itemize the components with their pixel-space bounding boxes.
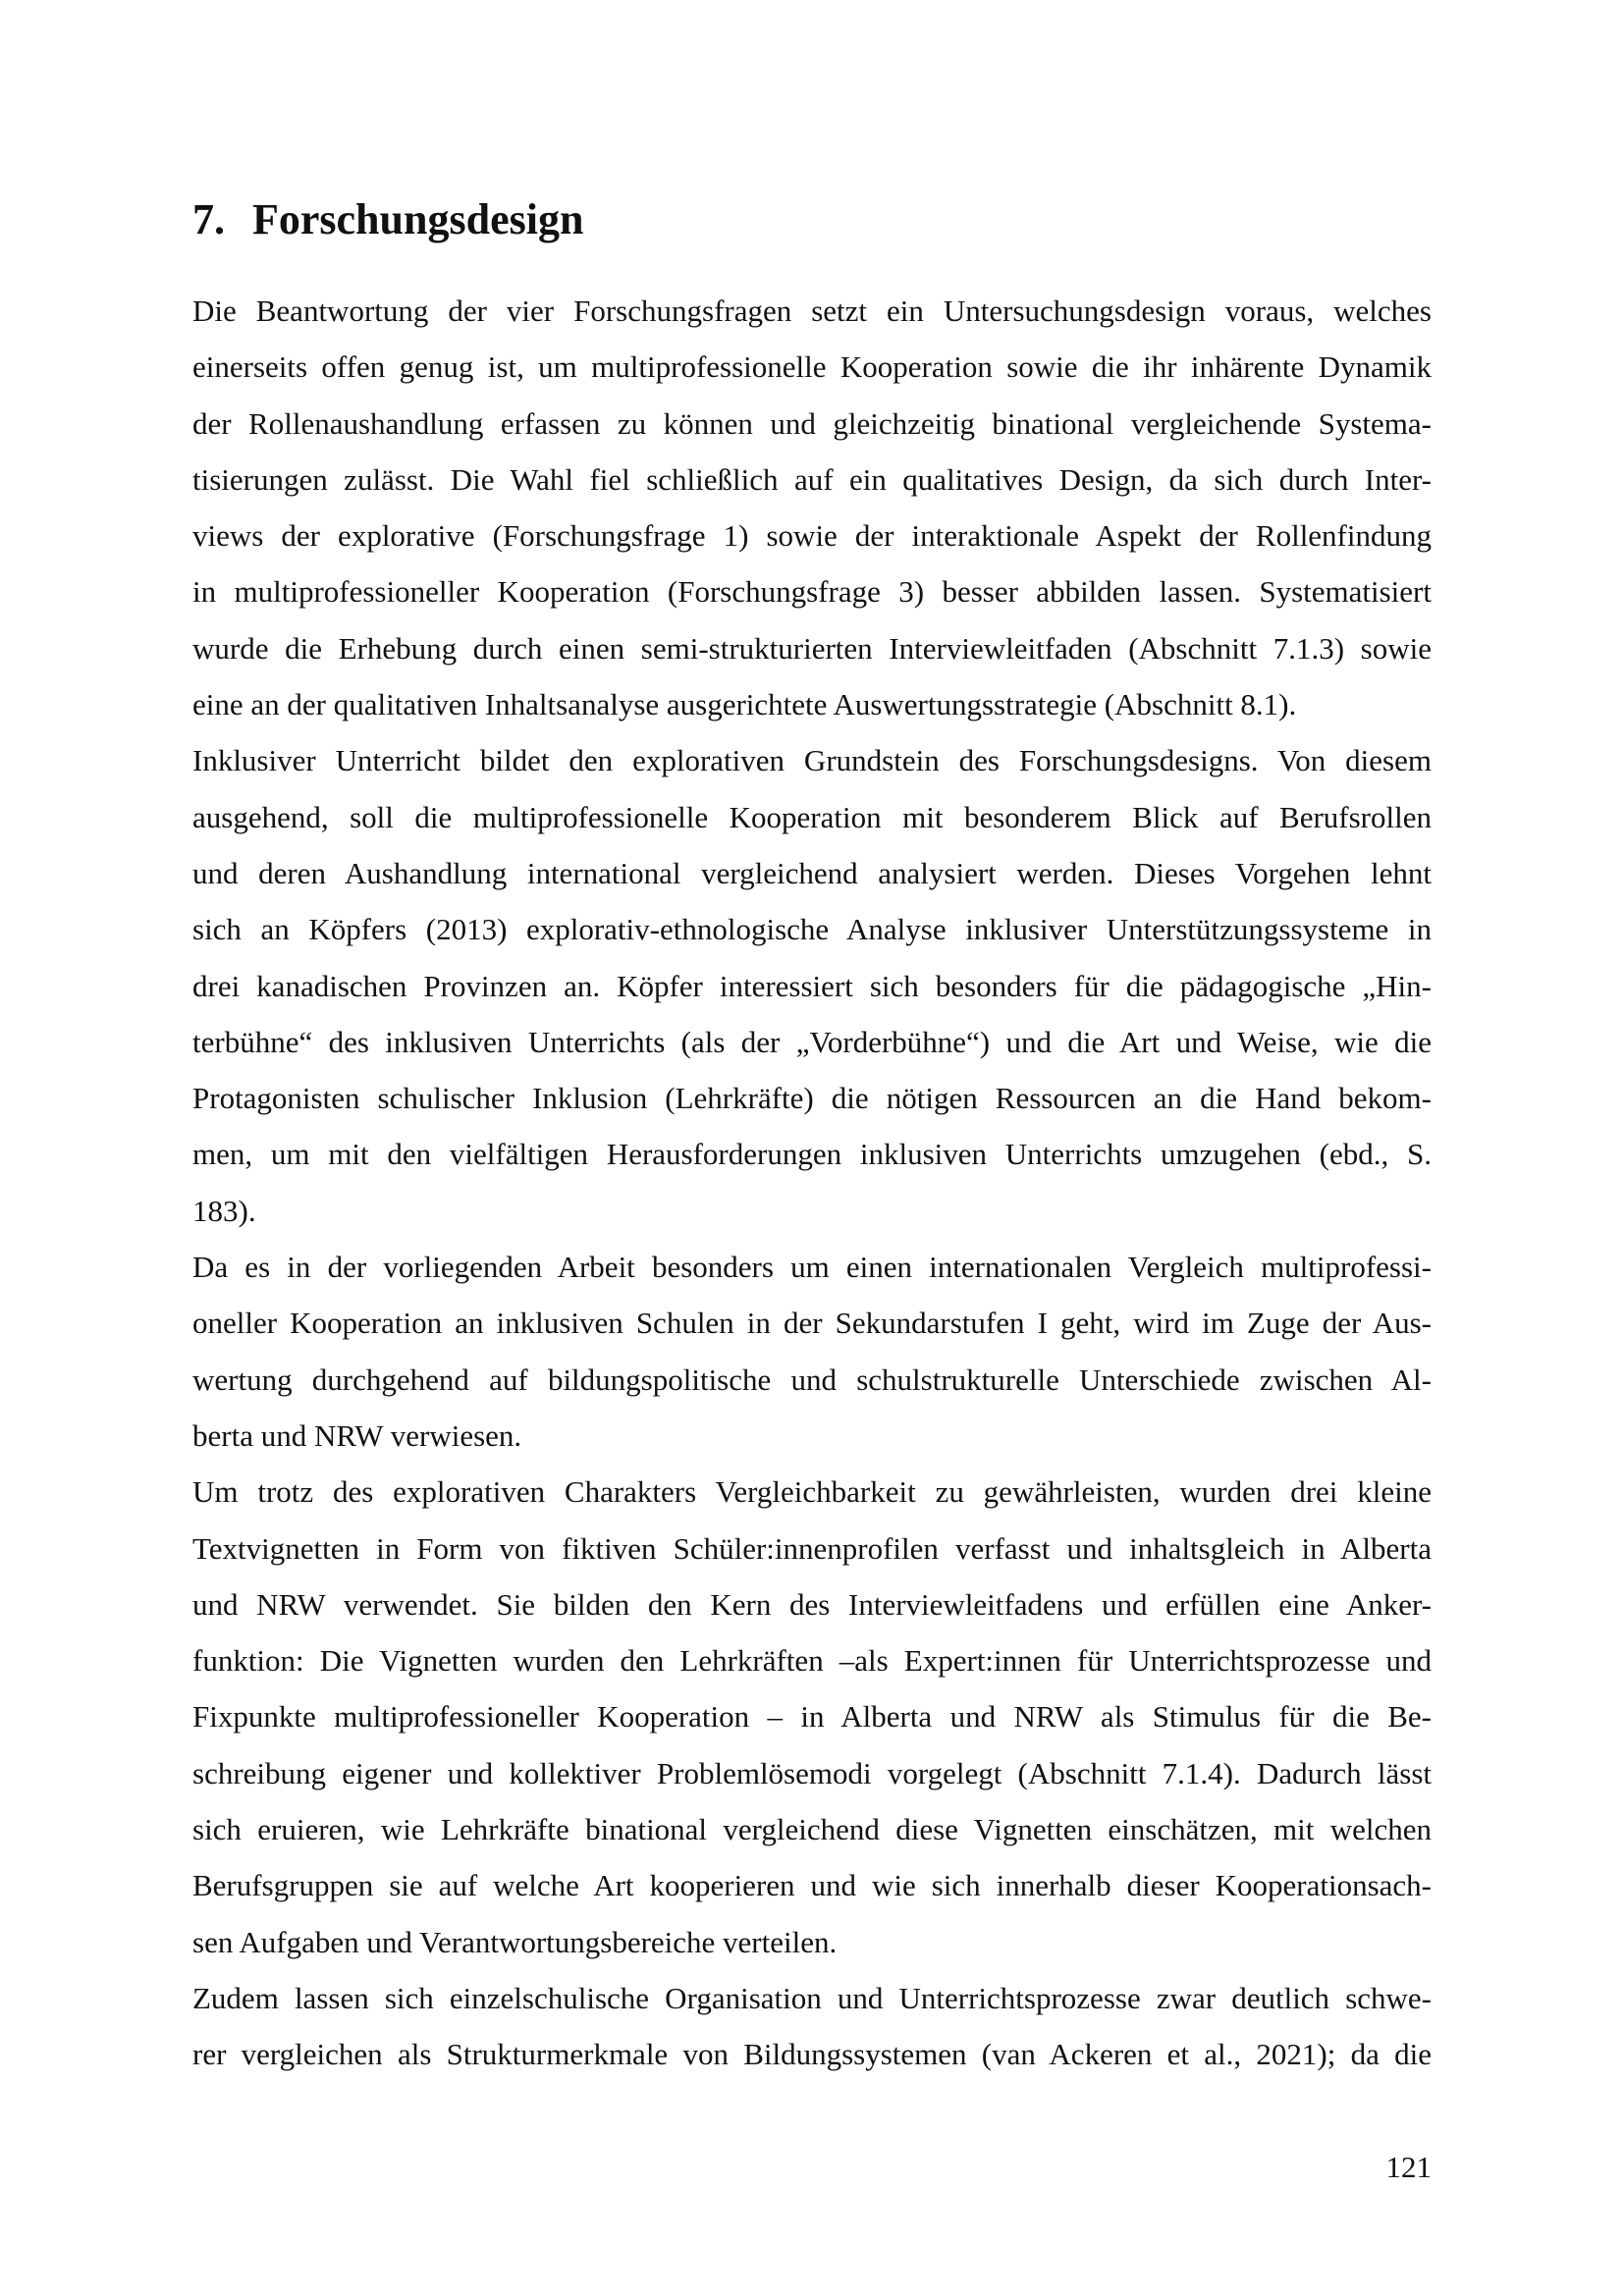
chapter-title: Forschungsdesign xyxy=(252,195,584,243)
text-line: sen Aufgaben und Verantwortungsbereiche verteilen. xyxy=(192,1924,838,1959)
text-line: views der explorative (Forschungsfrage 1) sowie der interaktionale Aspekt der Rollenfindung xyxy=(192,518,1432,554)
text-line: der Rollenaushandlung erfassen zu können und gleichzeitig binational vergleichende Systema- xyxy=(192,405,1432,441)
text-line: in multiprofessioneller Kooperation (Forschungsfrage 3) besser abbilden lassen. Systematisiert xyxy=(192,574,1432,610)
text-line: und deren Aushandlung international vergleichend analysiert werden. Dieses Vorgehen lehnt xyxy=(192,855,1432,890)
text-line: wurde die Erhebung durch einen semi-strukturierten Interviewleitfaden (Abschnitt 7.1.3) sowie xyxy=(192,630,1432,666)
text-line: Zudem lassen sich einzelschulische Organisation und Unterrichtsprozesse zwar deutlich schwe- xyxy=(192,1980,1432,2015)
text-line: tisierungen zulässt. Die Wahl fiel schließlich auf ein qualitatives Design, da sich durch Inter- xyxy=(192,461,1432,497)
text-line: wertung durchgehend auf bildungspolitische und schulstrukturelle Unterschiede zwischen Al- xyxy=(192,1362,1432,1397)
text-line: terbühne“ des inklusiven Unterrichts (als der „Vorderbühne“) und die Art und Weise, wie die xyxy=(192,1024,1432,1059)
text-line: Fixpunkte multiprofessioneller Kooperation – in Alberta und NRW als Stimulus für die Be- xyxy=(192,1699,1432,1735)
text-line: 183). xyxy=(192,1193,256,1228)
text-line: ausgehend, soll die multiprofessionelle Kooperation mit besonderem Blick auf Berufsrollen xyxy=(192,799,1432,834)
text-line: einerseits offen genug ist, um multiprofessionelle Kooperation sowie die ihr inhärente Dynamik xyxy=(192,349,1432,385)
text-line: oneller Kooperation an inklusiven Schulen in der Sekundarstufen I geht, wird im Zuge der Aus- xyxy=(192,1306,1432,1341)
text-line: und NRW verwendet. Sie bilden den Kern des Interviewleitfadens und erfüllen eine Anker- xyxy=(192,1586,1432,1622)
chapter-number: 7. xyxy=(192,195,225,243)
text-line: Berufsgruppen sie auf welche Art kooperieren und wie sich innerhalb dieser Kooperationsach- xyxy=(192,1868,1432,1903)
text-line: Um trotz des explorativen Charakters Vergleichbarkeit zu gewährleisten, wurden drei kleine xyxy=(192,1474,1432,1510)
text-line: Protagonisten schulischer Inklusion (Lehrkräfte) die nötigen Ressourcen an die Hand bekom- xyxy=(192,1081,1432,1116)
page-number: 121 xyxy=(1385,2150,1432,2184)
text-line: eine an der qualitativen Inhaltsanalyse ausgerichtete Auswertungsstrategie (Abschnitt 8.1). xyxy=(192,687,1297,722)
text-line: drei kanadischen Provinzen an. Köpfer interessiert sich besonders für die pädagogische „Hin- xyxy=(192,968,1432,1003)
text-line: berta und NRW verwiesen. xyxy=(192,1417,522,1453)
text-line: Da es in der vorliegenden Arbeit besonders um einen internationalen Vergleich multiprofessi- xyxy=(192,1250,1432,1285)
body-text xyxy=(192,283,1432,2083)
text-line: sich an Köpfers (2013) explorativ-ethnologische Analyse inklusiver Unterstützungssysteme in xyxy=(192,912,1432,947)
text-line: Textvignetten in Form von fiktiven Schüler:innenprofilen verfasst und inhaltsgleich in Alberta xyxy=(192,1530,1432,1566)
chapter-heading xyxy=(192,192,583,247)
text-line: schreibung eigener und kollektiver Problemlösemodi vorgelegt (Abschnitt 7.1.4). Dadurch lässt xyxy=(192,1755,1432,1790)
text-line: funktion: Die Vignetten wurden den Lehrkräften –als Expert:innen für Unterrichtsprozesse und xyxy=(192,1643,1432,1679)
text-line: rer vergleichen als Strukturmerkmale von Bildungssystemen (van Ackeren et al., 2021); da die xyxy=(192,2037,1432,2072)
text-line: sich eruieren, wie Lehrkräfte binational vergleichend diese Vignetten einschätzen, mit welchen xyxy=(192,1812,1432,1847)
text-line: Inklusiver Unterricht bildet den explorativen Grundstein des Forschungsdesigns. Von diesem xyxy=(192,743,1432,778)
text-line: Die Beantwortung der vier Forschungsfragen setzt ein Untersuchungsdesign voraus, welches xyxy=(192,294,1432,328)
text-line: men, um mit den vielfältigen Herausforderungen inklusiven Unterrichts umzugehen (ebd., S. xyxy=(192,1137,1432,1172)
